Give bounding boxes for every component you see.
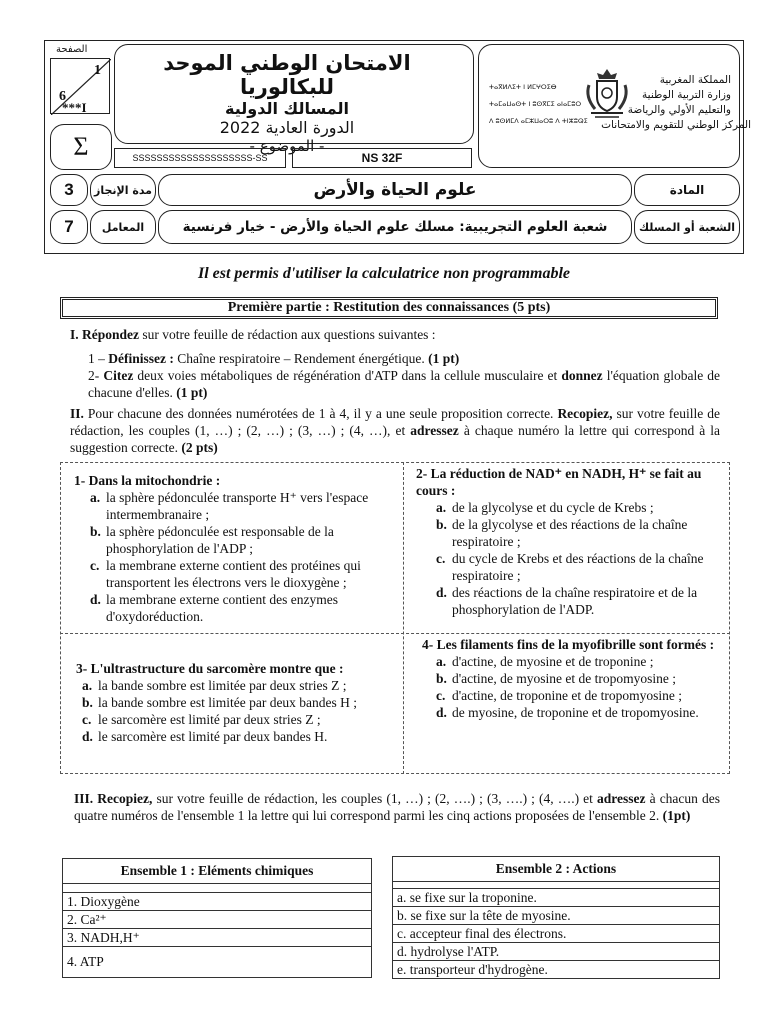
- ensemble-2-row: d. hydrolyse l'ATP.: [393, 943, 720, 961]
- mcq-1-option-b: b. la sphère pédonculée est responsable de la phosphorylation de l'ADP ;: [90, 524, 334, 556]
- exam-title: الامتحان الوطني الموحد للبكالوريا: [163, 51, 411, 99]
- ensemble-2-row: c. accepteur final des électrons.: [393, 925, 720, 943]
- mcq-box-2: [416, 465, 724, 618]
- code-box-ns: [292, 148, 472, 168]
- q3-verb2: adressez: [597, 791, 646, 806]
- mcq-4-title: 4- Les filaments fins de la myofibrille sont formés :: [422, 637, 715, 652]
- mcq-3-option-d: d. le sarcomère est limité par deux bandes H.: [82, 729, 328, 744]
- part1-title-box: [60, 297, 718, 319]
- mcq-1-title: 1- Dans la mitochondrie :: [74, 473, 221, 488]
- page-label: الصفحة: [56, 44, 88, 55]
- q3-text1: sur votre feuille de rédaction, les couples (1, …) ; (2, ….) ; (3, ….) ; (4, ….) et: [156, 791, 593, 806]
- mcq-horizontal-divider: [60, 633, 730, 634]
- mcq-1-option-d: d. la membrane externe contient des enzymes d'oxydoréduction.: [90, 592, 339, 624]
- q1-item1-text: Chaîne respiratoire – Rendement énergétique.: [177, 351, 425, 366]
- exam-session: الدورة العادية 2022: [219, 118, 355, 137]
- question-2: [70, 405, 720, 456]
- title-box: [114, 44, 474, 155]
- mcq-4-option-a: a. d'actine, de myosine et de troponine ;: [436, 654, 654, 669]
- subject-label: المادة: [669, 183, 705, 197]
- tifinagh-line-2: ⵜⴰⵎⴰⵡⴰⵙⵜ ⵏ ⵓⵙⴳⵎⵉ ⴰⵏⴰⵎⵓⵔ: [489, 100, 582, 108]
- duration-value: 3: [64, 180, 74, 199]
- mcq-2-option-b: b. de la glycolyse et des réactions de la chaîne respiratoire ;: [436, 517, 688, 549]
- code-ns: NS 32F: [361, 151, 403, 165]
- page-number: 1: [94, 63, 101, 78]
- exam-subject-label: - الموضوع -: [249, 137, 325, 155]
- mcq-vertical-divider: [403, 462, 404, 774]
- mcq-box-4: [416, 636, 724, 721]
- mcq-2-option-a: a. de la glycolyse et du cycle de Krebs ;: [436, 500, 654, 515]
- ensemble-1-title: Ensemble 1 : Eléments chimiques: [63, 859, 372, 884]
- sigma-symbol: Σ: [73, 132, 89, 161]
- duration-label: مدة الإنجاز: [94, 183, 152, 197]
- q2-pts: (2 pts): [181, 440, 218, 455]
- sigma-box: [50, 124, 112, 170]
- page-total: 6: [59, 89, 66, 104]
- track-label: الشعبة أو المسلك: [639, 220, 735, 234]
- ensemble-1-table: [62, 858, 372, 978]
- subject-label-box: [634, 174, 740, 206]
- tifinagh-line-3: ⴷ ⵓⵙⵍⵎⴷ ⴰⵎⵣⵡⴰⵔⵓ ⴷ ⵜⵏⵣⵓⵕⵉ: [489, 117, 588, 125]
- ensemble-2-title: Ensemble 2 : Actions: [393, 857, 720, 882]
- ensemble-2-row: e. transporteur d'hydrogène.: [393, 961, 720, 979]
- q1-item2-text2: l'équation globale de chacune d'elles.: [88, 368, 721, 400]
- mcq-3-title: 3- L'ultrastructure du sarcomère montre que :: [76, 661, 344, 676]
- q1-item2-num: 2-: [88, 368, 100, 383]
- q1-num: I.: [70, 327, 79, 342]
- mcq-4-option-c: c. d'actine, de troponine et de tropomyosine ;: [436, 688, 682, 703]
- mcq-4-option-d: d. de myosine, de troponine et de tropomyosine.: [436, 705, 699, 720]
- q1-item2-text: deux voies métaboliques de régénération d'ATP dans la cellule musculaire et: [137, 368, 558, 383]
- coef-value: 7: [64, 217, 74, 236]
- ensemble-2-table: [392, 856, 720, 979]
- q1-item1-num: 1 –: [88, 351, 105, 366]
- coef-label: المعامل: [101, 220, 145, 234]
- calculator-note: Il est permis d'utiliser la calculatrice non programmable: [197, 265, 570, 282]
- track-name: شعبة العلوم التجريبية: مسلك علوم الحياة والأرض - خيار فرنسية: [182, 219, 608, 235]
- q2-verb2: adressez: [410, 423, 459, 438]
- q1-verb: Répondez: [82, 327, 140, 342]
- q1-item1-verb: Définissez :: [108, 351, 174, 366]
- ministry-line-3: والتعليم الأولي والرياضة: [627, 104, 731, 116]
- ensemble-1-row: 3. NADH,H⁺: [63, 929, 372, 947]
- ensemble-1-row: 4. ATP: [63, 947, 372, 978]
- mcq-box-3: [68, 660, 400, 745]
- q1-item1-pts: (1 pt): [428, 351, 460, 366]
- duration-value-box: [50, 174, 88, 206]
- q2-num: II.: [70, 406, 84, 421]
- subject-box: [158, 174, 632, 206]
- q1-item2-verb: Citez: [103, 368, 134, 383]
- code-left: SSSSSSSSSSSSSSSSSSSS-SS: [132, 153, 268, 163]
- q1-item2-pts: (1 pt): [176, 385, 208, 400]
- q3-text2: à chacun des quatre numéros de l'ensemble 1 la lettre qui lui correspond parmi les cinq actions proposées de l'ensemble 2.: [74, 791, 721, 823]
- exam-tracks: المسالك الدولية: [225, 99, 349, 118]
- track-label-box: [634, 210, 740, 244]
- q2-text2: sur votre feuille de rédaction, les couples (1, …) ; (2, …) ; (3, …) ; (4, …), et: [70, 406, 720, 438]
- question-1: [70, 326, 720, 401]
- q3-num: III.: [74, 791, 94, 806]
- ministry-line-1: المملكة المغربية: [659, 74, 731, 86]
- q3-verb1: Recopiez,: [97, 791, 153, 806]
- part1-title: Première partie : Restitution des connaissances (5 pts): [227, 300, 551, 315]
- q2-verb1: Recopiez,: [557, 406, 613, 421]
- track-box: [158, 210, 632, 244]
- q2-text3: à chaque numéro la lettre qui correspond à la suggestion correcte.: [70, 423, 721, 455]
- mcq-1-option-c: c. la membrane externe contient des protéines qui transportent les électrons vers le dioxygène ;: [90, 558, 361, 590]
- q1-item2-verb2: donnez: [561, 368, 603, 383]
- mcq-4-option-b: b. d'actine, de myosine et de tropomyosine ;: [436, 671, 677, 686]
- question-3: [74, 790, 720, 824]
- ministry-line-4: المركز الوطني للتقويم والامتحانات: [601, 119, 751, 131]
- mcq-1-option-a: a. la sphère pédonculée transporte H⁺ vers l'espace intermembranaire ;: [90, 490, 369, 522]
- coef-value-box: [50, 210, 88, 244]
- ensemble-1-row: 1. Dioxygène: [63, 893, 372, 911]
- ensemble-2-row: a. se fixe sur la troponine.: [393, 889, 720, 907]
- subject-name: علوم الحياة والأرض: [313, 180, 477, 200]
- code-box-left: [114, 148, 286, 168]
- mcq-2-option-d: d. des réactions de la chaîne respiratoire et de la phosphorylation de l'ADP.: [436, 585, 698, 617]
- ministry-line-2: وزارة التربية الوطنية: [642, 89, 731, 101]
- tifinagh-line-1: ⵜⴰⴳⵍⴷⵉⵜ ⵏ ⵍⵎⵖⵔⵉⴱ: [489, 83, 557, 91]
- mcq-box-1: [68, 472, 398, 625]
- q3-pts: (1pt): [662, 808, 691, 823]
- mcq-3-option-b: b. la bande sombre est limitée par deux bandes H ;: [82, 695, 358, 710]
- stars: ***I: [62, 100, 87, 115]
- mcq-2-title: 2- La réduction de NAD⁺ en NADH, H⁺ se fait au cours :: [416, 466, 702, 498]
- mcq-3-option-c: c. le sarcomère est limité par deux stries Z ;: [82, 712, 321, 727]
- mcq-3-option-a: a. la bande sombre est limitée par deux stries Z ;: [82, 678, 347, 693]
- q1-text: sur votre feuille de rédaction aux questions suivantes :: [142, 327, 436, 342]
- mcq-2-option-c: c. du cycle de Krebs et des réactions de la chaîne respiratoire ;: [436, 551, 704, 583]
- coat-of-arms-icon: [583, 65, 631, 121]
- ensemble-2-row: b. se fixe sur la tête de myosine.: [393, 907, 720, 925]
- ministry-box: [478, 44, 751, 168]
- q2-text1: Pour chacune des données numérotées de 1 à 4, il y a une seule proposition correcte.: [87, 406, 554, 421]
- ensemble-1-row: 2. Ca²⁺: [63, 911, 372, 929]
- coef-label-box: [90, 210, 156, 244]
- duration-label-box: [90, 174, 156, 206]
